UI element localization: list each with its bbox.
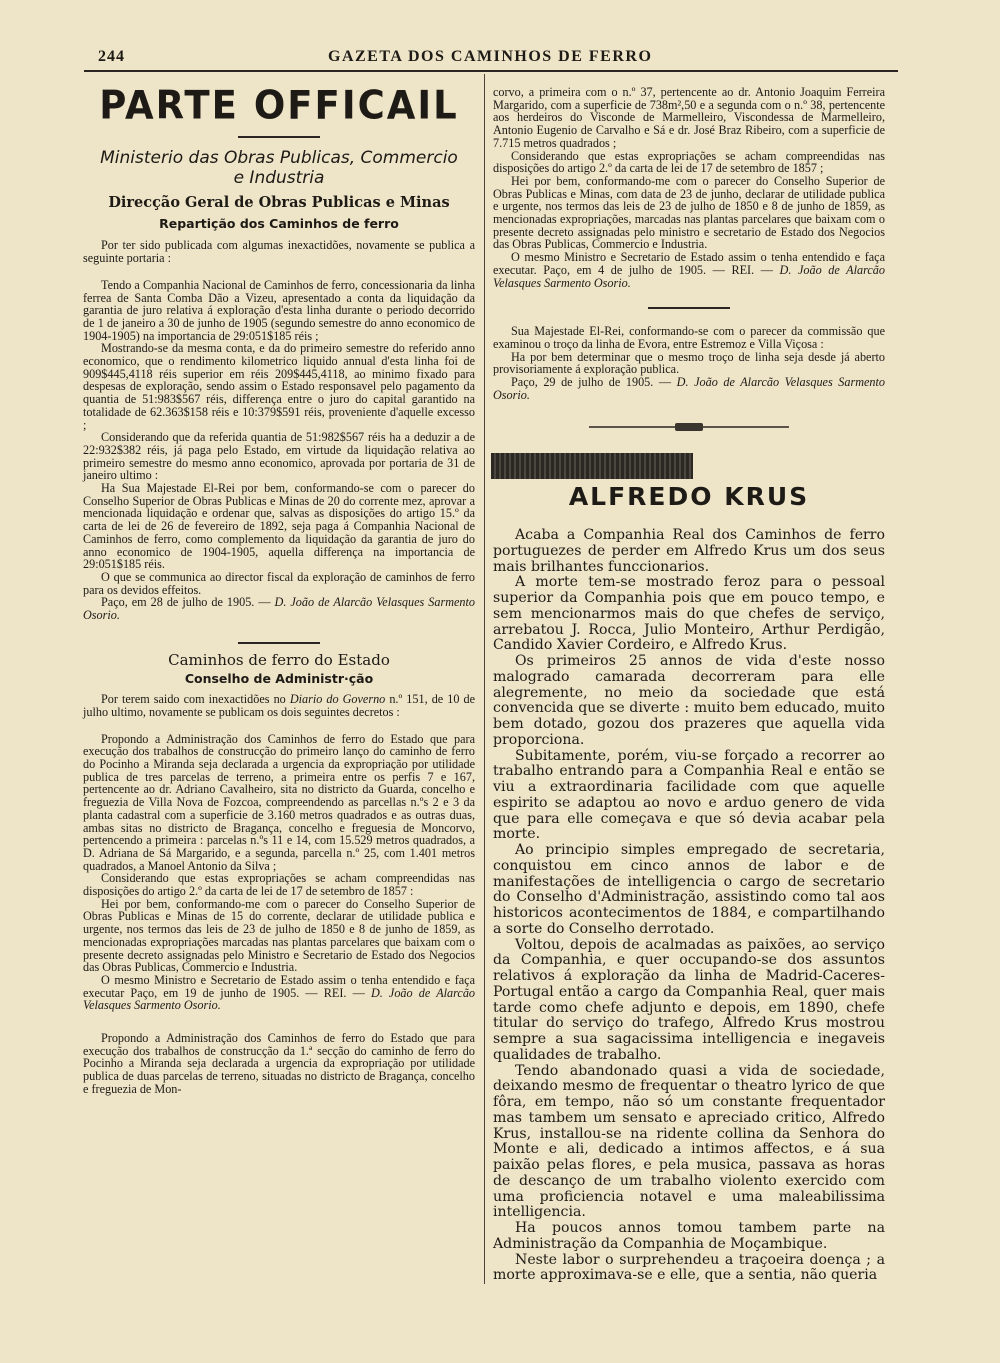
dated-signature-paragraph <box>83 596 475 621</box>
intro-paragraph: Por ter sido publicada com algumas inexactidões, novamente se publica a seguinte portaria : <box>83 238 475 266</box>
paragraph: Mostrando-se da mesma conta, e da do primeiro semestre do referido anno economico, que o rendimento kilometrico liquido annual d'esta linha foi de 909$445,4118 réis superior em réis 209$445,4118, ao minimo fixado para despesas de exploração, sendo assim o Estado responsavel pelo pagamento da quantia de 51:983$567 réis, differença entre o juro do capital garantido na totalidade de 62.363$158 réis e 10:379$591 réis, proveniente d'aquelle excesso ; <box>83 341 475 432</box>
conselho-heading: Conselho de Administr·ção <box>184 670 374 686</box>
dated-signature-paragraph: O mesmo Ministro e Secretario de Estado assim o tenha entendido e faça executar. Paço, em 4 de julho de 1905. — REI. — D. João de Alarcão Velasques Sarmento Osorio. <box>493 250 885 290</box>
paragraph: Os primeiros 25 annos de vida d'este nosso malogrado camarada decorreram para elle alegremente, no meio da sociedade que está convencida que se diverte : muito bem educado, muito bem dotado, gozou dos prazeres que aquella vida proporciona. <box>493 653 885 748</box>
page-number: 244 <box>98 48 125 65</box>
paragraph: Considerando que estas expropriações se acham compreendidas nas disposições do artigo 2.º da carta de lei de 17 de setembro de 1857 : <box>83 871 475 899</box>
obituary-text <box>493 528 885 1284</box>
paragraph: Hei por bem, conformando-me com o parecer do Conselho Superior de Obras Publicas e Minas de 15 do corrente, declarar de utilidade publica e urgente, nos termos das leis de 23 de julho de 1850 e 8 de junho de 1859, as mencionadas expropriações marcadas nas plantas parcelares que baixam com o presente decreto assignadas pelo Ministro e Secretario de Estado dos Negocios das Obras Publicas, Commercio e Industria. <box>83 896 475 975</box>
paragraph: Subitamente, porém, viu-se forçado a recorrer ao trabalho entrando para a Companhia Real e então se viu a extraordinaria facilidade com que aquelle espirito se adaptou ao novo e arduo genero de vida que para elle começava e que só devia acabar pela morte. <box>493 747 885 843</box>
paragraph: Sua Majestade El-Rei, conformando-se com o parecer da commissão que examinou o troço da linha de Evora, entre Estremoz e Villa Viçosa : <box>493 324 885 351</box>
dated-signature-paragraph: O mesmo Ministro e Secretario de Estado assim o tenha entendido e faça executar Paço, em 19 de junho de 1905. — REI. — D. João de Alarcão Velasques Sarmento Osorio. <box>83 972 476 1013</box>
ornament-divider <box>589 423 789 431</box>
dated-signature-paragraph: Paço, 29 de julho de 1905. — D. João de Alarcão Velasques Sarmento Osorio. <box>493 375 885 402</box>
paragraph: A morte tem-se mostrado feroz para o pessoal superior da Companhia pois que em pouco tempo, e sem mencionarmos mais do que chefes de serviço, arrebatou J. Rocca, Julio Monteiro, Arthur Perdigão, Candido Xavier Cordeiro, e Alfredo Krus. <box>493 574 885 654</box>
signature: D. João de Alarcão Velasques Sarmento Osorio. <box>83 595 475 623</box>
paragraph: Considerando que estas expropriações se acham compreendidas nas disposições do artigo 2.º da carta de lei de 17 de setembro de 1857 ; <box>493 148 885 176</box>
signature: D. João de Alarcão Velasques Sarmento Osorio. <box>493 375 885 402</box>
left-column <box>83 84 475 1096</box>
date-text: Paço, em 28 de julho de 1905. — <box>101 595 275 610</box>
paragraph: Ha por bem determinar que o mesmo troço de linha seja desde já aberto provisoriamente á exploração publica. <box>493 349 885 377</box>
page-header <box>84 46 898 70</box>
paragraph: Ao principio simples empregado de secretaria, conquistou em cinco annos de labor e de manifestações de intelligencia o cargo de secretario do Conselho d'Administração, assistindo como tal aos historicos acontecimentos de 1884, e compartilhando a sorte do Conselho derrotado. <box>493 842 885 937</box>
signature: D. João de Alarcão Velasques Sarmento Osorio. <box>83 985 476 1013</box>
ministerio-heading-line1: Ministerio das Obras Publicas, Commercio <box>100 148 458 168</box>
paragraph: Neste labor o surprehendeu a traçoeira doença ; a morte approximava-se e elle, que a sentia, não queria <box>493 1251 885 1284</box>
paragraph: corvo, a primeira com o n.º 37, pertencente ao dr. Antonio Joaquim Ferreira Margarido, com a superficie de 738m²,50 e a segunda com o n.º 38, pertencente aos herdeiros do Visconde de Marmelleiro, Viscondessa de Marmelleiro, Antonio Eugenio de Carvalho e Sá e dr. José Braz Ribeiro, com a superficie de 7.715 metros quadrados ; <box>493 85 885 150</box>
paragraph: Tendo abandonado quasi a vida de sociedade, deixando mesmo de frequentar o theatro lyrico de que fôra, em tempo, não só um constante frequentador mas tambem um sensato e apreciado critico, Alfredo Krus, installou-se na ridente collina da Senhora do Monte e ali, dedicado a intimos affectos, e á sua paixão pelas flores, e pela musica, passava as horas de descanço de um trabalho violento exercido com uma proficiencia notavel e uma maleabilissima intelligencia. <box>493 1062 885 1221</box>
column-divider <box>484 74 485 1284</box>
paragraph: Propondo a Administração dos Caminhos de ferro do Estado que para execução dos trabalhos de construcção da 1.ª secção do caminho de ferro do Pocinho a Miranda seja declarada a urgencia da expropriação por utilidade publica de duas parcelas de terreno, situadas no districto de Bragança, concelho e freguezia de Mon- <box>83 1031 475 1096</box>
paragraph: Considerando que da referida quantia de 51:982$567 réis ha a deduzir a de 22:932$382 réis, já paga pelo Estado, em virtude da liquidação relativa ao primeiro semestre do mesmo anno economico, aprovada por portaria de 31 de janeiro ultimo : <box>83 430 475 483</box>
parte-official-title: PARTE OFFICAIL <box>99 82 459 129</box>
paragraph: Propondo a Administração dos Caminhos de ferro do Estado que para execução dos trabalhos de construcção do primeiro lanço do caminho de ferro do Pocinho a Miranda seja declarada a urgencia da expropriação por utilidade publica de tres parcelas de terreno, a primeira entre os perfis 7 e 167, pertencente ao dr. Adriano Cavalheiro, sita no districto da Guarda, concelho e freguezia de Villa Nova de Fozcoa, compreendendo as parcellas n.ºs 2 e 3 da planta cadastral com a superficie de 3.160 metros quadrados e as outras duas, ambas sitas no districto de Bragança, concelho e freguesia de Moncorvo, pertencendo a primeira : parcelas n.ºs 11 e 14, com 15.529 metros quadrados, a D. Adriana de Sá Margarido, e a segunda, parcella n.º 25, com 1.401 metros quadrados, a Manoel Antonio da Silva ; <box>83 731 475 873</box>
running-title: GAZETA DOS CAMINHOS DE FERRO <box>328 48 653 65</box>
paragraph: Acaba a Companhia Real dos Caminhos de ferro portuguezes de perder em Alfredo Krus um dos seus mais brilhantes funccionarios. <box>493 527 885 575</box>
right-column <box>493 86 885 1284</box>
paragraph: Hei por bem, conformando-me com o parecer do Conselho Superior de Obras Publicas e Minas, com data de 23 de junho, declarar de utilidade publica e urgente, nos termos das leis de 23 de julho de 1850 e 8 de junho de 1859, as mencionadas expropriações, marcadas nas plantas parcelares que baixam com o presente decreto assignadas pelo ministro e secretario de Estado dos Negocios das Obras Publicas, Commercio e Industria. <box>493 173 885 252</box>
paragraph: Por terem saido com inexactidões no Diario do Governo n.º 151, de 10 de julho ultimo, novamente se publicam os dois seguintes decretos : <box>83 692 475 719</box>
caminhos-heading: Caminhos de ferro do Estado <box>168 650 390 669</box>
obituary-black-band <box>491 453 693 479</box>
alfredo-krus-heading: ALFREDO KRUS <box>568 482 810 512</box>
paragraph: Ha poucos annos tomou tambem parte na Administração da Companhia de Moçambique. <box>493 1220 885 1252</box>
paragraph: Ha Sua Majestade El-Rei por bem, conformando-se com o parecer do Conselho Superior de Obras Publicas e Minas de 20 do corrente mez, aprovar a mencionada liquidação e ordenar que, salvas as disposições do artigo 15.º da carta de lei de 26 de fevereiro de 1892, seja paga á Companhia Nacional de Caminhos de ferro, como complemento da liquidação da garantia de juro do anno economico de 1904-1905, aquella differença na importancia de 29:051$185 réis. <box>83 481 475 572</box>
diario-reference: Diario do Governo <box>289 692 386 707</box>
ministerio-heading-line2: e Industria <box>233 168 325 188</box>
header-rule <box>84 70 898 72</box>
reparticao-heading: Repartição dos Caminhos de ferro <box>159 215 399 231</box>
signature: D. João de Alarcão Velasques Sarmento Osorio. <box>493 262 885 290</box>
direccao-heading: Direcção Geral de Obras Publicas e Minas <box>108 194 450 211</box>
paragraph: Voltou, depois de acalmadas as paixões, ao serviço da Companhia, e quer occupando-se dos assuntos relativos á exploração da linha de Madrid-Caceres-Portugal então a cargo da Companhia Real, quer mais tarde como chefe adjunto e depois, em 1890, chefe titular do serviço do trafego, Alfredo Krus mostrou sempre a sua sagacissima intelligencia e inegaveis qualidades de trabalho. <box>493 936 885 1063</box>
paragraph: Tendo a Companhia Nacional de Caminhos de ferro, concessionaria da linha ferrea de Santa Comba Dão a Vizeu, apresentado a conta da liquidação da garantia de juro relativa á exploração d'esta linha durante o periodo decorrido de 1 de janeiro a 30 de junho de 1905 (segundo semestre do anno economico de 1904-1905) na importancia de 29:051$185 réis ; <box>83 277 475 343</box>
paragraph: O que se communica ao director fiscal da exploração de caminhos de ferro para os devidos effeitos. <box>83 569 475 597</box>
